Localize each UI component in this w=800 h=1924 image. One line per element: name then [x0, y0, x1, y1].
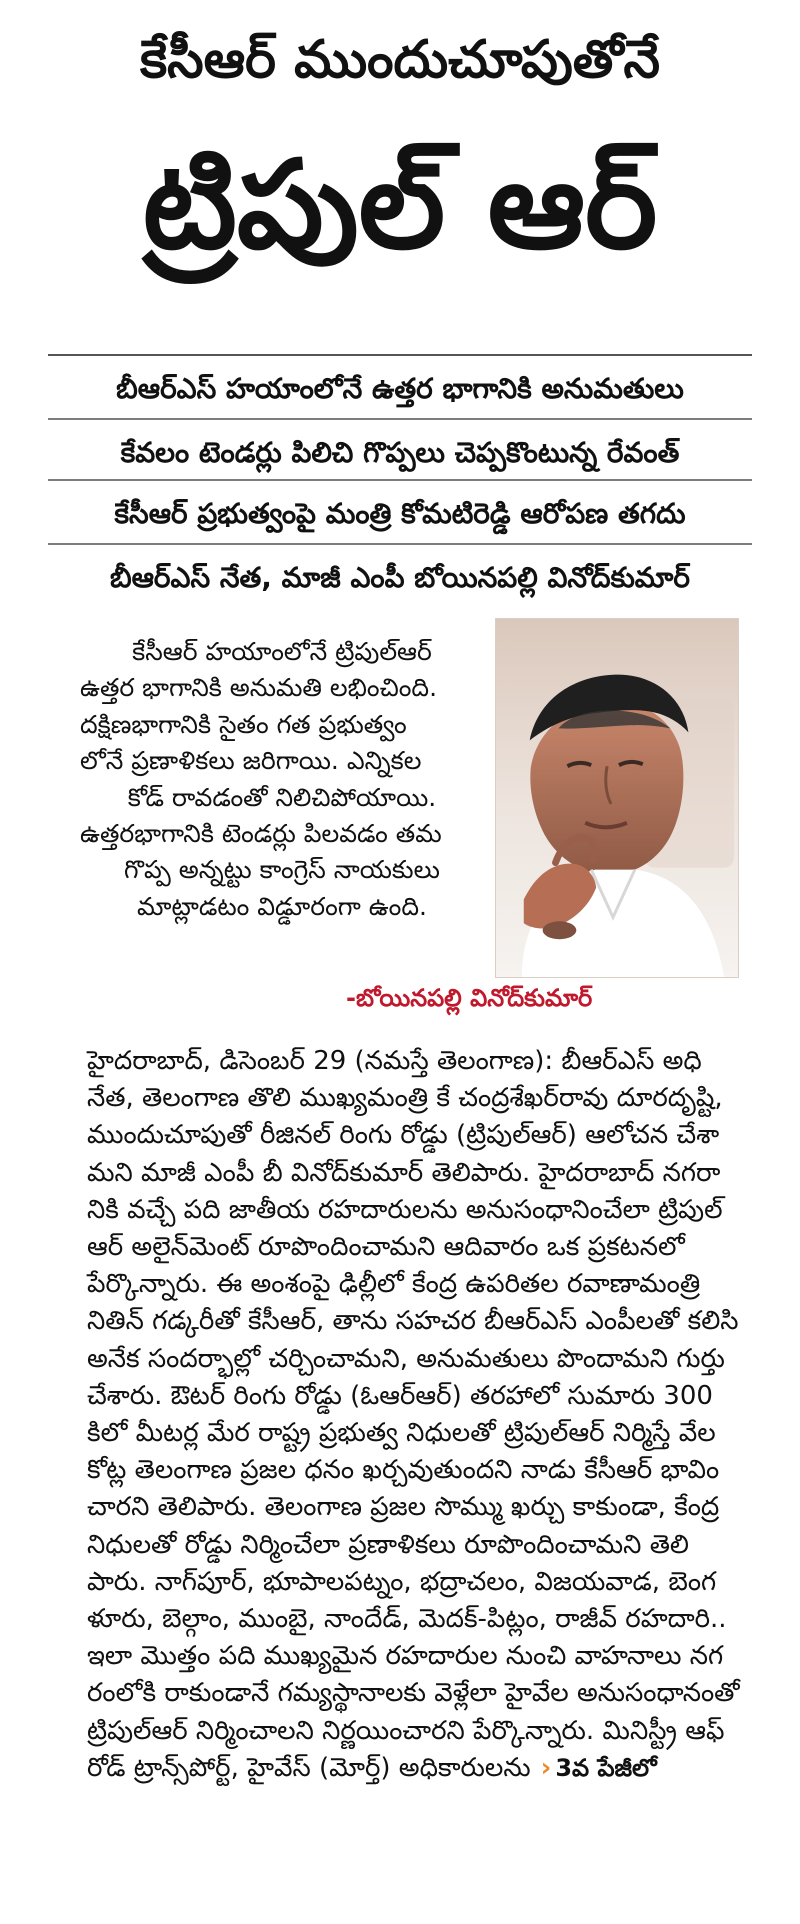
- quote-line: లోనే ప్రణాళికలు జరిగాయి. ఎన్నికల: [80, 746, 422, 776]
- article-line: ముందుచూపుతో రీజినల్ రింగు రోడ్డు (ట్రిపుల్‌ఆర్) ఆలోచన చేశా: [87, 1120, 720, 1151]
- headline-kicker: కేసీఆర్ ముందుచూపుతోనే: [140, 30, 660, 90]
- quote-line: మాట్లాడటం విడ్డూరంగా ఉంది.: [137, 891, 427, 921]
- deck-line-text: బీఆర్ఎస్ హయాంలోనే ఉత్తర భాగానికి అనుమతులు: [116, 372, 684, 405]
- article-body: [87, 1043, 740, 1787]
- deck-line: [48, 545, 752, 611]
- quote-line: ఉత్తర భాగానికి అనుమతి లభించింది.: [80, 673, 438, 703]
- article-line: నేత, తెలంగాణ తొలి ముఖ్యమంత్రి కే చంద్రశేఖర్‌రావు దూరదృష్టి,: [87, 1083, 723, 1114]
- quote-line: కోడ్ రావడంతో నిలిచిపోయాయి.: [127, 782, 437, 812]
- deck-line-text: కేవలం టెండర్లు పిలిచి గొప్పలు చెప్పకొంటున్న రేవంత్: [120, 436, 680, 469]
- article-line: ట్రిపుల్‌ఆర్ నిర్మించాలని నిర్ణయించారని పేర్కొన్నారు. మినిస్ట్రీ ఆఫ్: [87, 1715, 725, 1746]
- article-line: హైదరాబాద్, డిసెంబర్ 29 (నమస్తే తెలంగాణ): బీఆర్ఎస్ అధి: [87, 1046, 702, 1076]
- headline-title: ట్రిపుల్ ఆర్: [142, 134, 658, 276]
- article-line: రంలోకి రాకుండానే గమ్యస్థానాలకు వెళ్లేలా హైవేల అనుసంధానంతో: [87, 1678, 740, 1709]
- article-last-line: [87, 1750, 727, 1787]
- deck-line: [48, 356, 752, 422]
- article-line: కోట్ల తెలంగాణ ప్రజల ధనం ఖర్చవుతుందని నాడు కేసీఆర్ భావిం: [87, 1455, 720, 1486]
- pull-quote: [80, 634, 484, 925]
- quote-line: దక్షిణభాగానికి సైతం గత ప్రభుత్వం: [80, 709, 407, 739]
- person-photo-image: [496, 619, 738, 977]
- article-line: పారు. నాగ్‌పూర్, భూపాలపట్నం, భద్రాచలం, విజయవాడ, బెంగ: [87, 1566, 717, 1597]
- article-line: పేర్కొన్నారు. ఈ అంశంపై ఢిల్లీలో కేంద్ర ఉపరితల రవాణామంత్రి: [87, 1269, 701, 1300]
- deck-line: [48, 420, 752, 486]
- quote-line: గొప్ప అన్నట్టు కాంగ్రెస్ నాయకులు: [124, 855, 440, 885]
- continued-link[interactable]: [541, 1752, 657, 1784]
- article-line: కిలో మీటర్ల మేర రాష్ట్ర ప్రభుత్వ నిధులతో ట్రిపుల్‌ఆర్ నిర్మిస్తే వేల: [87, 1418, 716, 1449]
- deck-line: [48, 481, 752, 547]
- article-line: మని మాజీ ఎంపీ బీ వినోద్‌కుమార్ తెలిపారు. హైదరాబాద్ నగరా: [87, 1157, 721, 1188]
- article-line: నికి వచ్చే పది జాతీయ రహదారులను అనుసంధానించేలా ట్రిపుల్: [87, 1194, 723, 1225]
- deck-line-text: కేసీఆర్ ప్రభుత్వంపై మంత్రి కోమటిరెడ్డి ఆరోపణ తగదు: [114, 497, 686, 530]
- chevron-right-icon: ›: [540, 1753, 552, 1784]
- person-photo: [495, 618, 739, 978]
- continued-label: 3వ పేజీలో: [555, 1754, 657, 1783]
- article-line: అనేక సందర్భాల్లో చర్చించామని, అనుమతులు పొందామని గుర్తు: [87, 1343, 725, 1374]
- deck-line-text: బీఆర్ఎస్ నేత, మాజీ ఎంపీ బోయినపల్లి వినోద్‌కుమార్: [110, 561, 690, 594]
- quote-line: ఉత్తరభాగానికి టెండర్లు పిలవడం తమ: [80, 819, 442, 849]
- article-line: చారని తెలిపారు. తెలంగాణ ప్రజల సొమ్ము ఖర్చు కాకుండా, కేంద్ర: [87, 1492, 720, 1523]
- article-line: ళూరు, బెల్గాం, ముంబై, నాందేడ్, మెదక్-పిట్లం, రాజీవ్ రహదారి..: [87, 1604, 727, 1635]
- article-line: నితిన్ గడ్కరీతో కేసీఆర్, తాను సహచర బీఆర్ఎస్ ఎంపీలతో కలిసి: [87, 1306, 739, 1337]
- quote-attribution: -బోయినపల్లి వినోద్‌కుమార్: [346, 984, 593, 1012]
- article-line: ఆర్ అలైన్‌మెంట్ రూపొందించామని ఆదివారం ఒక ప్రకటనలో: [87, 1232, 685, 1263]
- article-line: చేశారు. ఔటర్ రింగు రోడ్డు (ఓఆర్ఆర్) తరహాలో సుమారు 300: [87, 1380, 713, 1411]
- article-last-line-text: రోడ్ ట్రాన్స్‌పోర్ట్, హైవేస్ (మోర్త్) అధికారులను: [87, 1752, 531, 1783]
- quote-line: కేసీఆర్ హయాంలోనే ట్రిపుల్‌ఆర్: [132, 637, 432, 666]
- article-line: నిధులతో రోడ్డు నిర్మించేలా ప్రణాళికలు రూపొందించామని తెలి: [87, 1529, 689, 1560]
- article-line: ఇలా మొత్తం పది ముఖ్యమైన రహదారుల నుంచి వాహనాలు నగ: [87, 1641, 724, 1672]
